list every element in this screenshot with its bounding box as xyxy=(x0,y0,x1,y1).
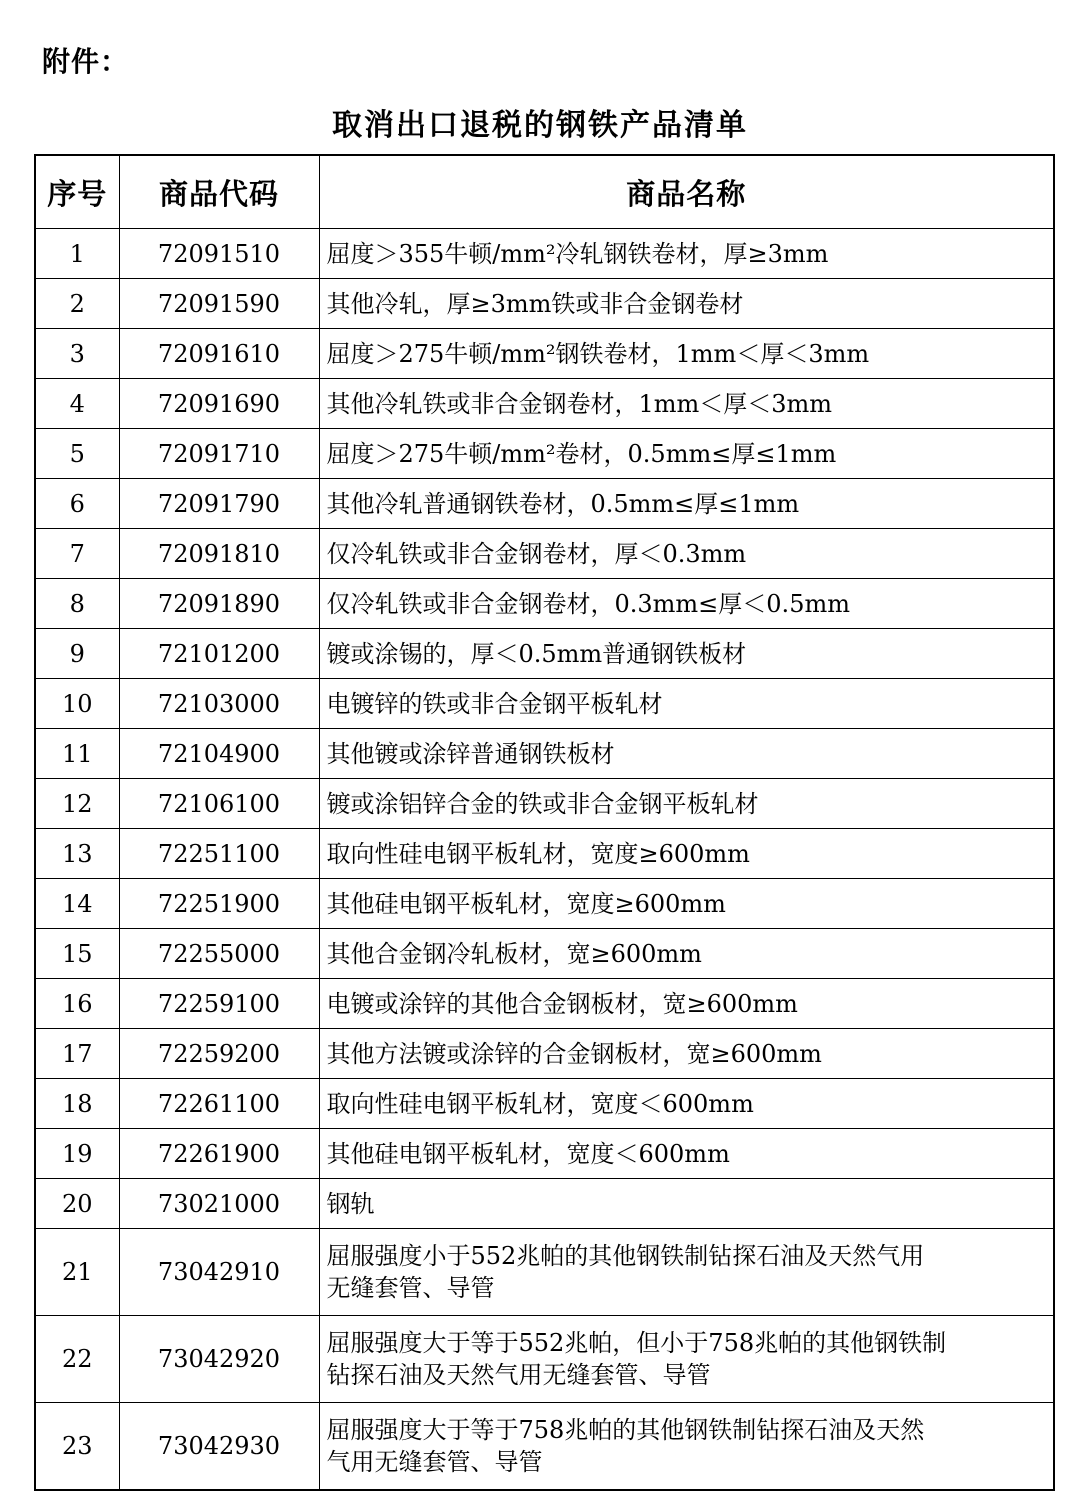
product-code: 72091810 xyxy=(119,529,319,579)
product-name: 取向性硅电钢平板轧材，宽度＜600mm xyxy=(319,1079,1054,1129)
product-code: 72091610 xyxy=(119,329,319,379)
product-name: 其他硅电钢平板轧材，宽度＜600mm xyxy=(319,1129,1054,1179)
product-name: 其他冷轧铁或非合金钢卷材，1mm＜厚＜3mm xyxy=(319,379,1054,429)
serial-number: 3 xyxy=(35,329,119,379)
serial-number: 4 xyxy=(35,379,119,429)
table-row xyxy=(35,479,1054,529)
serial-number: 17 xyxy=(35,1029,119,1079)
product-name xyxy=(319,1316,1054,1403)
product-name: 其他方法镀或涂锌的合金钢板材，宽≥600mm xyxy=(319,1029,1054,1079)
serial-number: 7 xyxy=(35,529,119,579)
serial-number: 22 xyxy=(35,1316,119,1403)
product-name: 电镀锌的铁或非合金钢平板轧材 xyxy=(319,679,1054,729)
product-name: 电镀或涂锌的其他合金钢板材，宽≥600mm xyxy=(319,979,1054,1029)
table-row xyxy=(35,579,1054,629)
product-name: 屈度＞275牛顿/mm²钢铁卷材，1mm＜厚＜3mm xyxy=(319,329,1054,379)
product-code: 72091590 xyxy=(119,279,319,329)
product-code: 72251900 xyxy=(119,879,319,929)
table-row xyxy=(35,1129,1054,1179)
serial-number: 12 xyxy=(35,779,119,829)
product-name: 其他冷轧，厚≥3mm铁或非合金钢卷材 xyxy=(319,279,1054,329)
serial-number: 2 xyxy=(35,279,119,329)
table-row xyxy=(35,779,1054,829)
product-code: 72091890 xyxy=(119,579,319,629)
serial-number: 13 xyxy=(35,829,119,879)
product-code: 72259100 xyxy=(119,979,319,1029)
table-row xyxy=(35,829,1054,879)
table-row xyxy=(35,379,1054,429)
product-code: 72104900 xyxy=(119,729,319,779)
serial-number: 18 xyxy=(35,1079,119,1129)
serial-number: 21 xyxy=(35,1229,119,1316)
product-name-line: 屈服强度大于等于552兆帕，但小于758兆帕的其他钢铁制 xyxy=(326,1329,947,1357)
product-code: 72101200 xyxy=(119,629,319,679)
table-row xyxy=(35,1179,1054,1229)
product-name: 其他合金钢冷轧板材，宽≥600mm xyxy=(319,929,1054,979)
table-header-row xyxy=(35,155,1054,229)
product-name-line: 无缝套管、导管 xyxy=(326,1274,495,1302)
serial-number: 19 xyxy=(35,1129,119,1179)
header-serial-number: 序号 xyxy=(35,155,119,229)
table-row xyxy=(35,529,1054,579)
product-code: 72255000 xyxy=(119,929,319,979)
serial-number: 15 xyxy=(35,929,119,979)
product-code: 73042930 xyxy=(119,1403,319,1491)
table-row xyxy=(35,279,1054,329)
serial-number: 10 xyxy=(35,679,119,729)
product-code: 72106100 xyxy=(119,779,319,829)
table-row xyxy=(35,629,1054,679)
table-row xyxy=(35,879,1054,929)
header-product-code: 商品代码 xyxy=(119,155,319,229)
product-name: 其他镀或涂锌普通钢铁板材 xyxy=(319,729,1054,779)
table-row xyxy=(35,1229,1054,1316)
product-code: 72261900 xyxy=(119,1129,319,1179)
product-name: 屈度＞355牛顿/mm²冷轧钢铁卷材，厚≥3mm xyxy=(319,229,1054,279)
table-row xyxy=(35,1403,1054,1491)
product-name: 其他冷轧普通钢铁卷材，0.5mm≤厚≤1mm xyxy=(319,479,1054,529)
table-row xyxy=(35,729,1054,779)
serial-number: 14 xyxy=(35,879,119,929)
product-name-line: 气用无缝套管、导管 xyxy=(326,1448,543,1476)
product-code: 72091790 xyxy=(119,479,319,529)
product-table xyxy=(34,154,1055,1491)
serial-number: 6 xyxy=(35,479,119,529)
product-code: 72251100 xyxy=(119,829,319,879)
product-name: 钢轨 xyxy=(319,1179,1054,1229)
product-name: 镀或涂锡的，厚＜0.5mm普通钢铁板材 xyxy=(319,629,1054,679)
product-name xyxy=(319,1403,1054,1491)
product-name: 镀或涂铝锌合金的铁或非合金钢平板轧材 xyxy=(319,779,1054,829)
product-name xyxy=(319,1229,1054,1316)
serial-number: 5 xyxy=(35,429,119,479)
product-code: 73042920 xyxy=(119,1316,319,1403)
product-name: 仅冷轧铁或非合金钢卷材，厚＜0.3mm xyxy=(319,529,1054,579)
product-name: 其他硅电钢平板轧材，宽度≥600mm xyxy=(319,879,1054,929)
serial-number: 20 xyxy=(35,1179,119,1229)
serial-number: 8 xyxy=(35,579,119,629)
table-row xyxy=(35,979,1054,1029)
serial-number: 23 xyxy=(35,1403,119,1491)
serial-number: 9 xyxy=(35,629,119,679)
product-name-line: 钻探石油及天然气用无缝套管、导管 xyxy=(326,1361,711,1389)
product-code: 72091510 xyxy=(119,229,319,279)
document-title: 取消出口退税的钢铁产品清单 xyxy=(332,108,748,143)
product-code: 72261100 xyxy=(119,1079,319,1129)
serial-number: 11 xyxy=(35,729,119,779)
table-row xyxy=(35,1029,1054,1079)
table-row xyxy=(35,329,1054,379)
table-row xyxy=(35,679,1054,729)
serial-number: 16 xyxy=(35,979,119,1029)
table-row xyxy=(35,929,1054,979)
table-row xyxy=(35,1079,1054,1129)
product-name: 屈度＞275牛顿/mm²卷材，0.5mm≤厚≤1mm xyxy=(319,429,1054,479)
header-product-name: 商品名称 xyxy=(319,155,1054,229)
table-row xyxy=(35,429,1054,479)
product-name: 取向性硅电钢平板轧材，宽度≥600mm xyxy=(319,829,1054,879)
product-code: 72259200 xyxy=(119,1029,319,1079)
product-name-line: 屈服强度小于552兆帕的其他钢铁制钻探石油及天然气用 xyxy=(326,1242,925,1270)
product-code: 72091690 xyxy=(119,379,319,429)
serial-number: 1 xyxy=(35,229,119,279)
product-code: 72091710 xyxy=(119,429,319,479)
attachment-label: 附件： xyxy=(42,45,130,78)
product-code: 73021000 xyxy=(119,1179,319,1229)
table-row xyxy=(35,1316,1054,1403)
product-code: 73042910 xyxy=(119,1229,319,1316)
product-name: 仅冷轧铁或非合金钢卷材，0.3mm≤厚＜0.5mm xyxy=(319,579,1054,629)
product-name-line: 屈服强度大于等于758兆帕的其他钢铁制钻探石油及天然 xyxy=(326,1416,925,1444)
product-code: 72103000 xyxy=(119,679,319,729)
table-row xyxy=(35,229,1054,279)
